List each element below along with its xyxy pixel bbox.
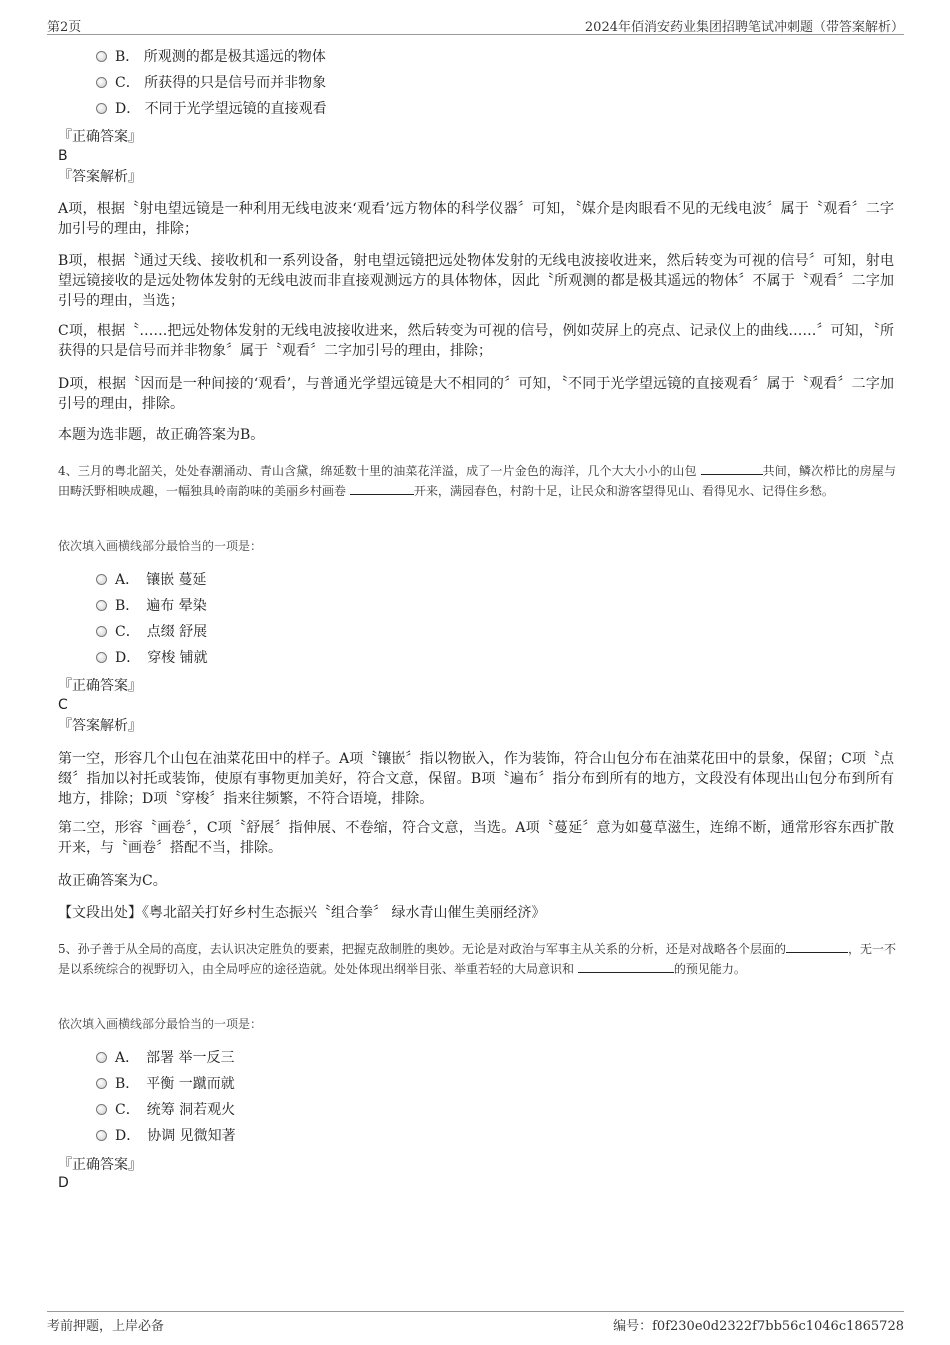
q4-stem: 4、三月的粤北韶关，处处春潮涌动、青山含黛，绵延数十里的油菜花洋溢，成了一片金色的海洋，几个大大小小的山包 共间，鳞次栉比的房屋与田畴沃野相映成趣，一幅独具岭南韵味的美丽乡村画卷 开来，满园春色，村韵十足，让民众和游客望得见山、看得见水、记得住乡愁。: [58, 464, 896, 498]
footer-slogan: 考前押题，上岸必备: [47, 1319, 165, 1334]
q3-analysis-label: 『答案解析』: [58, 169, 142, 185]
q4-blank-2: [350, 482, 414, 495]
q4-option-a[interactable]: A． 镶嵌 蔓延: [96, 570, 207, 590]
q3-analysis-b: B项，根据〝通过天线、接收机和一系列设备，射电望远镜把远处物体发射的无线电波接收进来，然后转变为可视的信号〞可知，射电望远镜接收的是远处物体发射的无线电波而非直接观测远方的具体物体，因此〝所观测的都是极其遥远的物体〞不属于〝观看〞二字加引号的理由，当选；: [58, 253, 894, 309]
q5-option-b[interactable]: B． 平衡 一蹴而就: [96, 1074, 235, 1094]
radio-icon[interactable]: [96, 1052, 107, 1063]
q3-analysis-d: D项，根据〝因而是一种间接的‘观看’，与普通光学望远镜是大不相同的〞可知，〝不同于光学望远镜的直接观看〞属于〝观看〞二字加引号的理由，排除。: [58, 376, 894, 412]
q5-stem: 5、孙子善于从全局的高度，去认识决定胜负的要素，把握克敌制胜的奥妙。无论是对政治与军事主从关系的分析，还是对战略各个层面的 ，无一不是以系统综合的视野切入，由全局呼应的途径造就。处处体现出纲举目张、举重若轻的大局意识和 的预见能力。: [58, 942, 896, 976]
q5-blank-2: [578, 960, 674, 973]
q3-option-b[interactable]: B． 所观测的都是极其遥远的物体: [96, 47, 326, 67]
radio-icon[interactable]: [96, 1130, 107, 1141]
q5-option-a[interactable]: A． 部署 举一反三: [96, 1048, 235, 1068]
q4-answer-label: 『正确答案』: [58, 678, 142, 694]
q3-answer-label: 『正确答案』: [58, 129, 142, 145]
q4-answer: C: [58, 697, 68, 713]
document-title: 2024年佰消安药业集团招聘笔试冲刺题（带答案解析）: [584, 20, 904, 35]
q5-option-c[interactable]: C． 统筹 洞若观火: [96, 1100, 235, 1120]
q3-analysis-c: C项，根据〝……把远处物体发射的无线电波接收进来，然后转变为可视的信号，例如荧屏上的亮点、记录仪上的曲线……〞可知，〝所获得的只是信号而并非物象〞属于〝观看〞二字加引号的理由，排除；: [58, 323, 894, 359]
q4-prompt: 依次填入画横线部分最恰当的一项是：: [58, 539, 263, 553]
page-footer: [47, 1311, 904, 1334]
radio-icon[interactable]: [96, 1104, 107, 1115]
q4-analysis-first: 第一空，形容几个山包在油菜花田中的样子。A项〝镶嵌〞指以物嵌入，作为装饰，符合山包分布在油菜花田中的景象，保留；C项〝点缀〞指加以衬托或装饰，使原有事物更加美好，符合文意，保留。B项〝遍布〞指分布到所有的地方，文段没有体现出山包分布到所有地方，排除；D项〝穿梭〞指来往频繁，不符合语境，排除。: [58, 751, 894, 807]
radio-icon[interactable]: [96, 600, 107, 611]
q3-answer: B: [58, 148, 68, 164]
radio-icon[interactable]: [96, 77, 107, 88]
radio-icon[interactable]: [96, 574, 107, 585]
q3-conclusion: 本题为选非题，故正确答案为B。: [58, 427, 265, 443]
q3-option-c[interactable]: C． 所获得的只是信号而并非物象: [96, 73, 326, 93]
radio-icon[interactable]: [96, 652, 107, 663]
q5-answer-label: 『正确答案』: [58, 1157, 142, 1173]
radio-icon[interactable]: [96, 103, 107, 114]
q4-option-b[interactable]: B． 遍布 晕染: [96, 596, 207, 616]
q4-option-c[interactable]: C． 点缀 舒展: [96, 622, 207, 642]
q4-conclusion: 故正确答案为C。: [58, 873, 167, 889]
radio-icon[interactable]: [96, 1078, 107, 1089]
q4-analysis-label: 『答案解析』: [58, 718, 142, 734]
q3-option-d[interactable]: D． 不同于光学望远镜的直接观看: [96, 99, 327, 119]
q4-source: 【文段出处】《粤北韶关打好乡村生态振兴〝组合拳〞 绿水青山催生美丽经济》: [58, 905, 546, 921]
q5-prompt: 依次填入画横线部分最恰当的一项是：: [58, 1017, 263, 1031]
radio-icon[interactable]: [96, 626, 107, 637]
q4-option-d[interactable]: D． 穿梭 铺就: [96, 648, 208, 668]
q5-option-d[interactable]: D． 协调 见微知著: [96, 1126, 236, 1146]
document-serial: 编号：f0f230e0d2322f7bb56c1046c1865728: [613, 1319, 904, 1334]
page-header: [47, 14, 904, 35]
q4-analysis-second: 第二空，形容〝画卷〞，C项〝舒展〞指伸展、不卷缩，符合文意，当选。A项〝蔓延〞意为如蔓草滋生，连绵不断，通常形容东西扩散开来，与〝画卷〞搭配不当，排除。: [58, 820, 894, 856]
page-number: 第2页: [47, 20, 82, 35]
q5-blank-1: [786, 940, 848, 953]
q4-blank-1: [701, 462, 763, 475]
q5-answer: D: [58, 1175, 69, 1191]
radio-icon[interactable]: [96, 51, 107, 62]
q3-analysis-a: A项，根据〝射电望远镜是一种利用无线电波来‘观看’远方物体的科学仪器〞可知，〝媒介是肉眼看不见的无线电波〞属于〝观看〞二字加引号的理由，排除；: [58, 201, 894, 237]
